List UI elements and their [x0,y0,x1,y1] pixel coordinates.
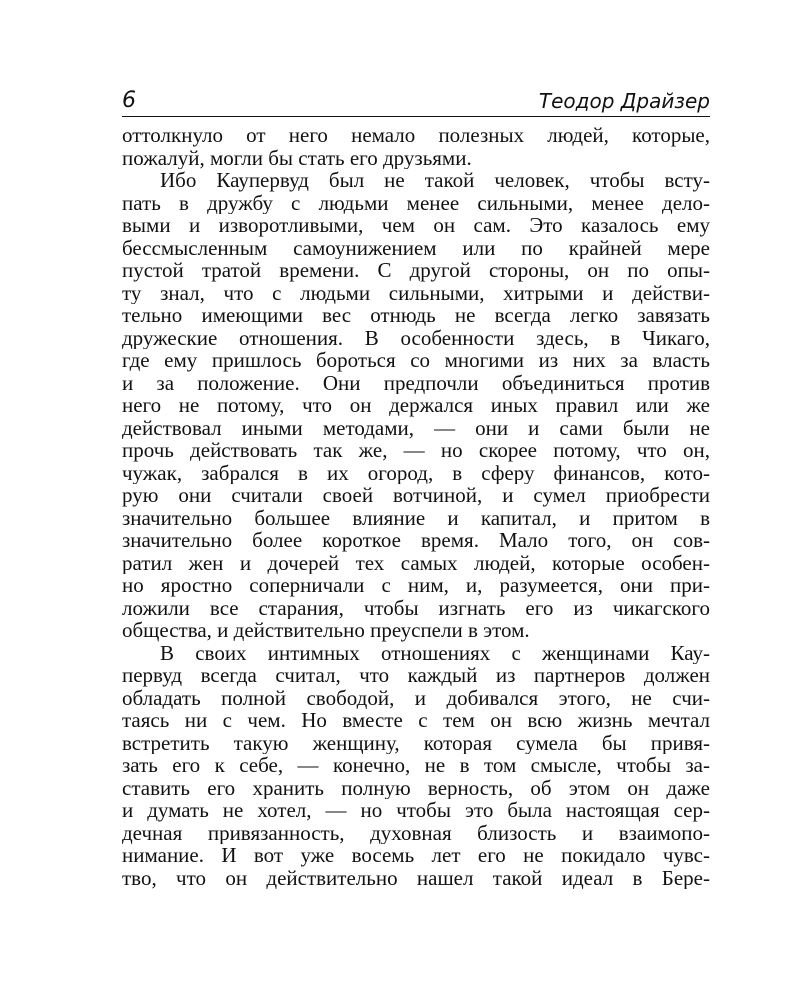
text-line: нимание. И вот уже восемь лет его не покидало чувс- [122,844,710,867]
text-line: пожалуй, могли бы стать его друзьями. [122,146,472,169]
text-line: бессмысленным самоунижением или по крайней мере [122,236,710,259]
text-line: ставить его хранить полную верность, об этом он даже [122,776,710,799]
text-line: Ибо Каупервуд был не такой человек, чтобы всту- [160,169,710,192]
text-line: него не потому, что он держался иных правил или же [122,394,710,417]
page-number: 6 [122,88,136,113]
text-line: В своих интимных отношениях с женщинами Кау- [160,641,710,664]
text-line: но яростно соперничали с ним, и, разумеется, они при- [122,574,710,597]
text-line: выми и изворотливыми, чем он сам. Это казалось ему [122,214,710,237]
text-line: значительно большее влияние и капитал, и притом в [122,506,710,529]
text-line: таясь ни с чем. Но вместе с тем он всю жизнь мечтал [122,709,710,732]
text-line: обладать полной свободой, и добивался этого, не счи- [122,686,710,709]
text-line: зать его к себе, — конечно, не в том смысле, чтобы за- [122,754,710,777]
text-line: ратил жен и дочерей тех самых людей, которые особен- [122,551,710,574]
text-line: и за положение. Они предпочли объединиться против [122,371,710,394]
text-line: значительно более короткое время. Мало того, он сов- [122,529,710,552]
text-line: дружеские отношения. В особенности здесь, в Чикаго, [122,326,710,349]
text-line: оттолкнуло от него немало полезных людей, которые, [122,124,710,147]
text-line: пать в дружбу с людьми менее сильными, менее дело- [122,191,710,214]
text-line: ложили все старания, чтобы изгнать его из чикагского [122,596,710,619]
text-line: общества, и действительно преуспели в этом. [122,619,530,642]
text-line: ту знал, что с людьми сильными, хитрыми и действи- [122,281,710,304]
text-line: тво, что он действительно нашел такой идеал в Бере- [122,866,710,889]
text-line: и думать не хотел, — но чтобы это была настоящая сер- [122,799,710,822]
text-line: первуд всегда считал, что каждый из партнеров должен [122,664,710,687]
text-line: где ему пришлось бороться со многими из них за власть [122,349,710,372]
text-line: чужак, забрался в их огород, в сферу финансов, кото- [122,461,710,484]
running-head [122,86,710,117]
text-line: действовал иными методами, — они и сами были не [122,416,710,439]
text-line: дечная привязанность, духовная близость и взаимопо- [122,821,710,844]
body-text [122,124,710,889]
text-line: тельно имеющими вес отнюдь не всегда легко завязать [122,304,710,327]
text-line: пустой тратой времени. С другой стороны, он по опы- [122,259,710,282]
text-line: прочь действовать так же, — но скорее потому, что он, [122,439,710,462]
running-head-author: Теодор Драйзер [538,89,710,113]
text-line: встретить такую женщину, которая сумела бы привя- [122,731,710,754]
text-line: рую они считали своей вотчиной, и сумел приобрести [122,484,710,507]
